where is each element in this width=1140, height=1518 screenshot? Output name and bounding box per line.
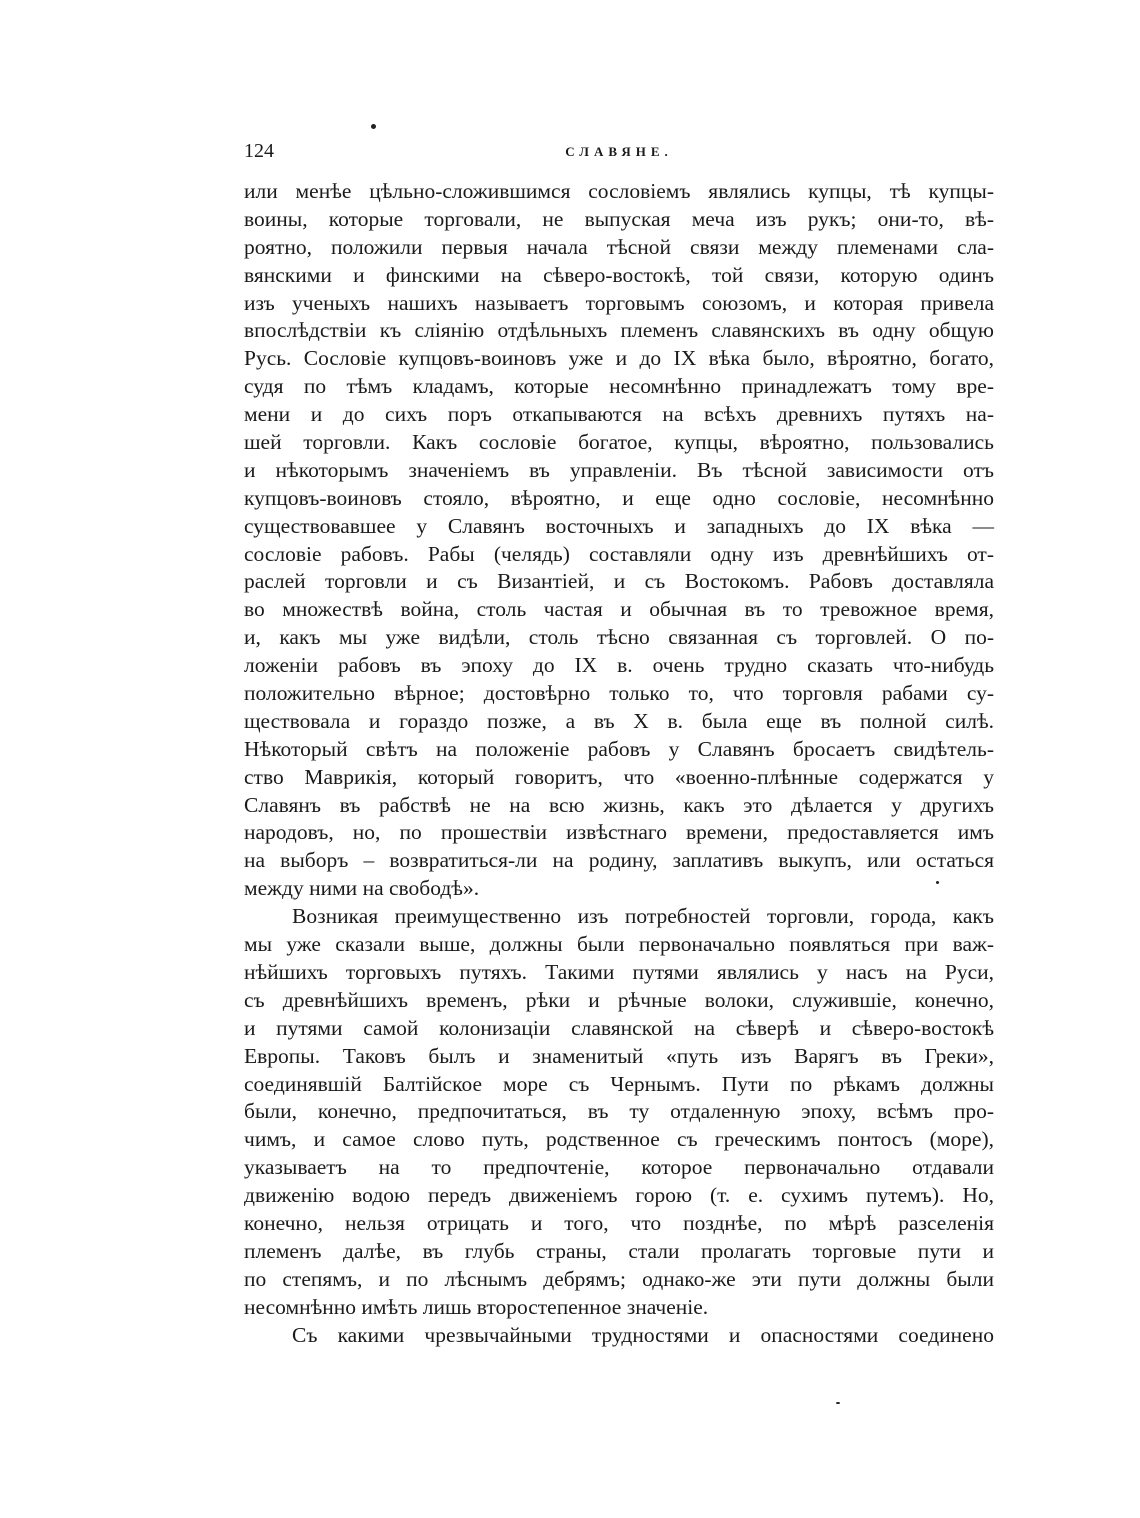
text-line: и путями самой колонизаціи славянской на сѣверѣ и сѣверо-востокѣ bbox=[244, 1015, 994, 1040]
text-line: купцовъ-воиновъ стояло, вѣроятно, и еще одно сословіе, несомнѣнно bbox=[244, 485, 994, 510]
text-line: конечно, нельзя отрицать и того, что позднѣе, по мѣрѣ разселенія bbox=[244, 1210, 994, 1235]
page-number: 124 bbox=[244, 140, 274, 162]
text-line: мени и до сихъ поръ откапываются на всѣхъ древнихъ путяхъ на- bbox=[244, 402, 994, 427]
text-line: несомнѣнно имѣть лишь второстепенное значеніе. bbox=[244, 1294, 709, 1319]
text-line: впослѣдствіи къ сліянію отдѣльныхъ племенъ славянскихъ въ одну общую bbox=[244, 318, 994, 343]
text-line: движенію водою передъ движеніемъ горою (т. е. сухимъ путемъ). Но, bbox=[244, 1183, 994, 1208]
body-text bbox=[244, 178, 994, 1349]
text-line: положительно вѣрное; достовѣрно только то, что торговля рабами су- bbox=[244, 681, 994, 706]
text-line: Русь. Сословіе купцовъ-воиновъ уже и до IX вѣка было, вѣроятно, богато, bbox=[244, 346, 994, 371]
text-line: между ними на свободѣ». bbox=[244, 876, 480, 901]
text-line: по степямъ, и по лѣснымъ дебрямъ; однако-же эти пути должны были bbox=[244, 1266, 994, 1291]
text-line: нѣйшихъ торговыхъ путяхъ. Такими путями являлись у насъ на Руси, bbox=[244, 959, 994, 984]
ink-speck bbox=[836, 1402, 840, 1404]
text-line: сословіе рабовъ. Рабы (челядь) составляли одну изъ древнѣйшихъ от- bbox=[244, 541, 994, 566]
text-line: Славянъ въ рабствѣ не на всю жизнь, какъ это дѣлается у другихъ bbox=[244, 792, 994, 817]
text-line: или менѣе цѣльно-сложившимся сословіемъ являлись купцы, тѣ купцы- bbox=[244, 179, 994, 203]
text-line: съ древнѣйшихъ временъ, рѣки и рѣчные волоки, служившіе, конечно, bbox=[244, 987, 994, 1012]
text-line: были, конечно, предпочитаться, въ ту отдаленную эпоху, всѣмъ про- bbox=[244, 1099, 994, 1124]
running-title: СЛАВЯНЕ. bbox=[565, 144, 673, 159]
text-line: воины, которые торговали, не выпуская меча изъ рукъ; они-то, вѣ- bbox=[244, 206, 994, 231]
text-line: ложеніи рабовъ въ эпоху до IX в. очень трудно сказать что-нибудь bbox=[244, 653, 994, 678]
text-line: мы уже сказали выше, должны были первоначально появляться при важ- bbox=[244, 932, 994, 957]
text-line: на выборъ – возвратиться-ли на родину, заплативъ выкупъ, или остаться bbox=[244, 848, 994, 873]
page-header bbox=[244, 140, 994, 170]
text-line: Нѣкоторый свѣтъ на положеніе рабовъ у Славянъ бросаетъ свидѣтель- bbox=[244, 736, 994, 761]
text-line: указываетъ на то предпочтеніе, которое первоначально отдавали bbox=[244, 1155, 994, 1180]
text-line: Европы. Таковъ былъ и знаменитый «путь изъ Варягъ въ Греки», bbox=[244, 1043, 994, 1068]
text-line: племенъ далѣе, въ глубь страны, стали пролагать торговые пути и bbox=[244, 1238, 994, 1263]
text-line: ство Маврикія, который говоритъ, что «военно-плѣнные содержатся у bbox=[244, 764, 994, 789]
text-line: и нѣкоторымъ значеніемъ въ управленіи. Въ тѣсной зависимости отъ bbox=[244, 457, 994, 482]
text-line: соединявшій Балтійское море съ Чернымъ. Пути по рѣкамъ должны bbox=[244, 1071, 994, 1096]
text-line: Съ какими чрезвычайными трудностями и опасностями соединено bbox=[292, 1322, 994, 1347]
text-line: вянскими и финскими на сѣверо-востокѣ, той связи, которую одинъ bbox=[244, 262, 994, 287]
text-line: раслей торговли и съ Византіей, и съ Востокомъ. Рабовъ доставляла bbox=[244, 569, 994, 594]
text-line: во множествѣ война, столь частая и обычная въ то тревожное время, bbox=[244, 597, 994, 622]
text-line: судя по тѣмъ кладамъ, которые несомнѣнно принадлежатъ тому вре- bbox=[244, 374, 994, 399]
text-line: чимъ, и самое слово путь, родственное съ греческимъ понтосъ (море), bbox=[244, 1127, 994, 1152]
text-line: народовъ, но, по прошествіи извѣстнаго времени, предоставляется имъ bbox=[244, 820, 994, 845]
paragraph bbox=[244, 903, 994, 1321]
text-line: Возникая преимущественно изъ потребностей торговли, города, какъ bbox=[292, 904, 994, 929]
text-line: роятно, положили первыя начала тѣсной связи между племенами сла- bbox=[244, 234, 994, 259]
ink-speck bbox=[371, 124, 376, 129]
text-line: шей торговли. Какъ сословіе богатое, купцы, вѣроятно, пользовались bbox=[244, 430, 994, 455]
text-line: ществовала и гораздо позже, а въ X в. была еще въ полной силѣ. bbox=[244, 708, 994, 733]
paragraph bbox=[244, 178, 994, 903]
paragraph bbox=[244, 1322, 994, 1350]
text-line: существовавшее у Славянъ восточныхъ и западныхъ до IX вѣка — bbox=[244, 513, 994, 538]
text-line: и, какъ мы уже видѣли, столь тѣсно связанная съ торговлей. О по- bbox=[244, 625, 994, 650]
text-line: изъ ученыхъ нашихъ называетъ торговымъ союзомъ, и которая привела bbox=[244, 290, 994, 315]
